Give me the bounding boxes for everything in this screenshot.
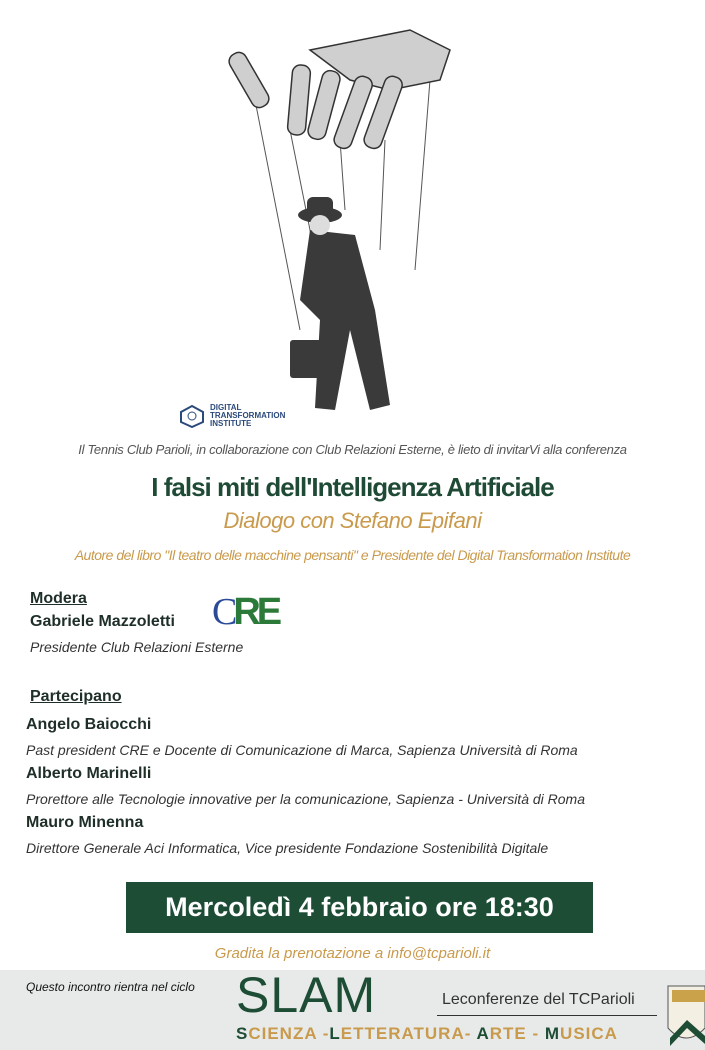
dti-logo-text: DIGITAL TRANSFORMATION INSTITUTE (210, 403, 286, 428)
participant-role: Past president CRE e Docente di Comunicazione di Marca, Sapienza Università di Roma (26, 742, 578, 758)
moderator-name: Gabriele Mazzoletti (30, 613, 175, 630)
puppet-illustration (150, 10, 470, 430)
footer (0, 967, 705, 1050)
intro-text: Il Tennis Club Parioli, in collaborazione con Club Relazioni Esterne, è lieto di invitarVi alla conferenza (78, 442, 627, 457)
series-name: Leconferenze del TCParioli (442, 991, 635, 1008)
page-title: I falsi miti dell'Intelligenza Artificiale (151, 472, 554, 502)
cre-logo: CRE (212, 591, 279, 633)
participant-name: Alberto Marinelli (26, 765, 152, 782)
author-line: Autore del libro "Il teatro delle macchine pensanti" e Presidente del Digital Transformation Institute (74, 547, 631, 563)
date-banner: Mercoledì 4 febbraio ore 18:30 (126, 882, 593, 933)
tc-parioli-crest-icon (666, 978, 705, 1048)
dti-logo-icon (178, 404, 206, 428)
dti-logo (178, 404, 300, 428)
participant-role: Direttore Generale Aci Informatica, Vice presidente Fondazione Sostenibilità Digitale (26, 840, 549, 856)
participant-name: Angelo Baiocchi (26, 716, 152, 733)
slam-acronym: SCIENZA -LETTERATURA- ARTE - MUSICA (236, 1024, 618, 1043)
divider (437, 1015, 657, 1016)
moderator-label: Modera (30, 590, 87, 607)
participant-role: Prorettore alle Tecnologie innovative per la comunicazione, Sapienza - Università di Roma (26, 791, 586, 807)
slam-logo: SLAM (236, 967, 377, 1023)
subtitle: Dialogo con Stefano Epifani (223, 508, 482, 533)
cycle-text: Questo incontro rientra nel ciclo (26, 980, 195, 994)
booking-text: Gradita la prenotazione a info@tcparioli.it (214, 945, 491, 962)
participant-name: Mauro Minenna (26, 814, 144, 831)
moderator-role: Presidente Club Relazioni Esterne (30, 639, 244, 655)
participants-label: Partecipano (30, 688, 122, 705)
